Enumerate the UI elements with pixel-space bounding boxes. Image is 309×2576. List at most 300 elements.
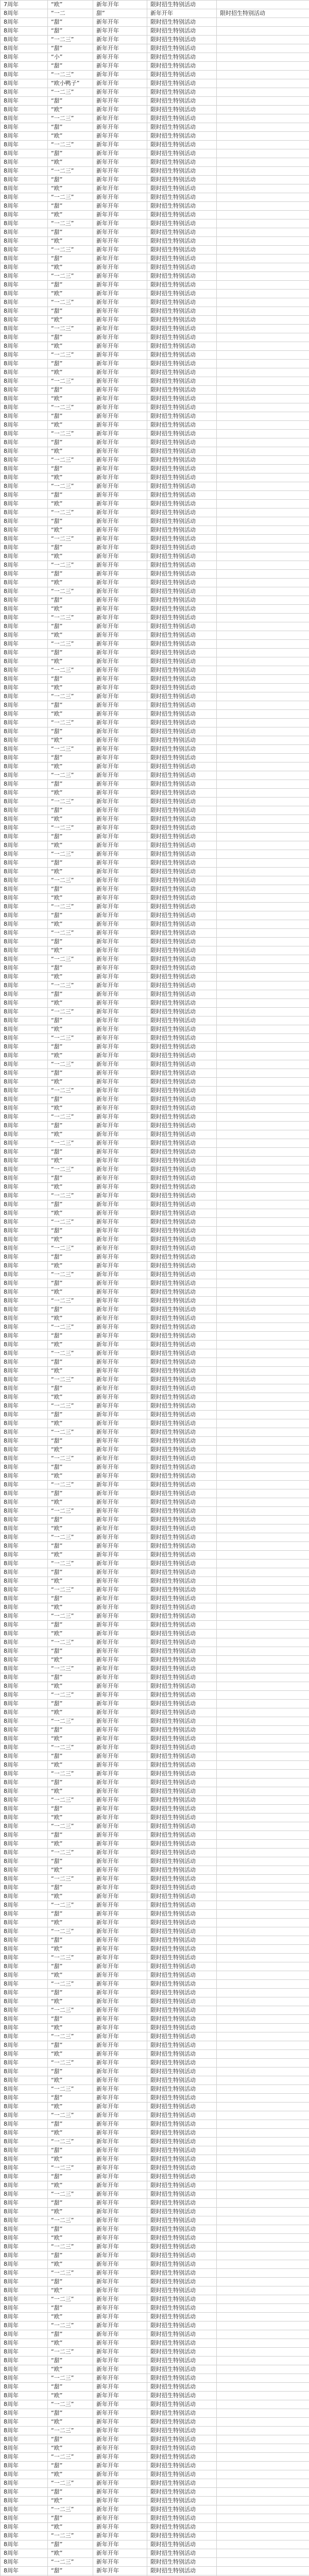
table-cell[interactable]: 新年开年 xyxy=(93,1778,147,1787)
table-cell[interactable] xyxy=(217,1796,309,1805)
table-cell[interactable]: 限时招生特别活动 xyxy=(147,1306,217,1314)
table-cell[interactable]: “甜” xyxy=(48,1936,93,1945)
table-cell[interactable]: 新年开年 xyxy=(93,2024,147,2032)
table-cell[interactable]: 限时招生特别活动 xyxy=(147,1113,217,1122)
table-cell[interactable]: “欧” xyxy=(48,920,93,929)
table-cell[interactable]: 限时招生特别活动 xyxy=(147,123,217,132)
table-cell[interactable]: 新年开年 xyxy=(93,1393,147,1402)
table-cell[interactable] xyxy=(217,2374,309,2383)
table-cell[interactable]: 限时招生特别活动 xyxy=(147,2041,217,2050)
table-cell[interactable]: “甜” xyxy=(48,1489,93,1498)
table-cell[interactable]: 新年开年 xyxy=(93,736,147,745)
table-cell[interactable]: 8周年 xyxy=(1,2216,48,2225)
table-cell[interactable]: 新年开年 xyxy=(93,1376,147,1384)
table-cell[interactable]: “甜” xyxy=(48,360,93,368)
table-cell[interactable]: 限时招生特别活动 xyxy=(147,631,217,640)
table-cell[interactable]: 限时招生特别活动 xyxy=(147,167,217,176)
table-cell[interactable]: 新年开年 xyxy=(93,1078,147,1087)
table-cell[interactable]: “欧” xyxy=(48,2339,93,2348)
table-cell[interactable] xyxy=(217,386,309,395)
table-cell[interactable]: “欧” xyxy=(48,1314,93,1323)
table-cell[interactable] xyxy=(217,1630,309,1638)
table-cell[interactable]: 8周年 xyxy=(1,981,48,990)
table-cell[interactable]: 限时招生特别活动 xyxy=(147,2190,217,2199)
table-cell[interactable]: 限时招生特别活动 xyxy=(147,2278,217,2286)
table-cell[interactable]: “一二三” xyxy=(48,1665,93,1673)
table-cell[interactable]: 8周年 xyxy=(1,509,48,517)
table-cell[interactable]: “甜” xyxy=(48,255,93,263)
table-cell[interactable]: 8周年 xyxy=(1,1463,48,1472)
table-cell[interactable] xyxy=(217,1971,309,1980)
table-cell[interactable]: 8周年 xyxy=(1,263,48,272)
table-cell[interactable]: 8周年 xyxy=(1,123,48,132)
table-cell[interactable] xyxy=(217,1192,309,1200)
table-cell[interactable]: 新年开年 xyxy=(93,421,147,430)
table-cell[interactable]: 8周年 xyxy=(1,1183,48,1192)
table-cell[interactable]: 新年开年 xyxy=(93,438,147,447)
table-cell[interactable]: “甜” xyxy=(48,1805,93,1814)
table-cell[interactable]: 新年开年 xyxy=(93,246,147,255)
table-cell[interactable]: 限时招生特别活动 xyxy=(147,517,217,526)
table-cell[interactable]: 新年开年 xyxy=(93,938,147,946)
table-cell[interactable]: 新年开年 xyxy=(93,1087,147,1095)
table-cell[interactable]: 限时招生特别活动 xyxy=(147,964,217,973)
table-cell[interactable]: “一二三” xyxy=(48,2374,93,2383)
table-cell[interactable]: 8周年 xyxy=(1,894,48,903)
table-cell[interactable] xyxy=(217,2067,309,2076)
table-cell[interactable]: 限时招生特别活动 xyxy=(217,9,309,18)
table-cell[interactable]: 限时招生特别活动 xyxy=(147,1498,217,1507)
table-cell[interactable]: 新年开年 xyxy=(93,1603,147,1612)
table-cell[interactable]: “欧” xyxy=(48,2260,93,2269)
table-cell[interactable]: 新年开年 xyxy=(93,1428,147,1437)
table-cell[interactable]: 8周年 xyxy=(1,1577,48,1586)
table-cell[interactable]: “一二三” xyxy=(48,193,93,202)
table-cell[interactable]: 限时招生特别活动 xyxy=(147,368,217,377)
table-cell[interactable] xyxy=(217,1805,309,1814)
table-cell[interactable]: 限时招生特别活动 xyxy=(147,894,217,903)
table-cell[interactable]: 新年开年 xyxy=(93,88,147,97)
table-cell[interactable]: 8周年 xyxy=(1,2313,48,2321)
table-cell[interactable] xyxy=(217,2199,309,2208)
table-cell[interactable]: 新年开年 xyxy=(93,1297,147,1306)
table-cell[interactable]: 8周年 xyxy=(1,2383,48,2392)
table-cell[interactable] xyxy=(217,2076,309,2085)
table-cell[interactable]: 8周年 xyxy=(1,1419,48,1428)
table-cell[interactable]: “欧” xyxy=(48,762,93,771)
table-cell[interactable]: 8周年 xyxy=(1,1437,48,1446)
table-cell[interactable]: “甜” xyxy=(48,1200,93,1209)
table-cell[interactable]: “欧” xyxy=(48,1577,93,1586)
table-cell[interactable]: 新年开年 xyxy=(93,1113,147,1122)
table-cell[interactable]: 8周年 xyxy=(1,1743,48,1752)
table-cell[interactable]: 限时招生特别活动 xyxy=(147,666,217,675)
table-cell[interactable]: 新年开年 xyxy=(93,2216,147,2225)
table-cell[interactable]: “欧” xyxy=(48,579,93,587)
table-cell[interactable] xyxy=(217,351,309,360)
table-cell[interactable]: 新年开年 xyxy=(93,1533,147,1542)
table-cell[interactable]: 新年开年 xyxy=(93,1034,147,1043)
table-cell[interactable]: 8周年 xyxy=(1,106,48,114)
table-cell[interactable]: “欧” xyxy=(48,447,93,456)
table-cell[interactable]: 限时招生特别活动 xyxy=(147,1472,217,1481)
table-cell[interactable] xyxy=(217,176,309,184)
table-cell[interactable]: 8周年 xyxy=(1,631,48,640)
table-cell[interactable] xyxy=(217,1122,309,1130)
table-cell[interactable]: “甜” xyxy=(48,911,93,920)
table-cell[interactable]: “甜” xyxy=(48,1227,93,1235)
table-cell[interactable]: 8周年 xyxy=(1,307,48,316)
table-cell[interactable]: 新年开年 xyxy=(93,2427,147,2435)
table-cell[interactable] xyxy=(217,631,309,640)
table-cell[interactable] xyxy=(217,2304,309,2313)
table-cell[interactable]: 8周年 xyxy=(1,219,48,228)
table-cell[interactable]: 新年开年 xyxy=(93,228,147,237)
table-cell[interactable]: 8周年 xyxy=(1,1384,48,1393)
table-cell[interactable]: 8周年 xyxy=(1,657,48,666)
table-cell[interactable] xyxy=(217,946,309,955)
table-cell[interactable] xyxy=(217,736,309,745)
table-cell[interactable]: “欧” xyxy=(48,868,93,876)
table-cell[interactable]: “一二三” xyxy=(48,1533,93,1542)
table-cell[interactable]: 8周年 xyxy=(1,2041,48,2050)
table-cell[interactable]: 8周年 xyxy=(1,2024,48,2032)
table-cell[interactable]: 8周年 xyxy=(1,1927,48,1936)
table-cell[interactable]: 限时招生特别活动 xyxy=(147,509,217,517)
table-cell[interactable]: 8周年 xyxy=(1,1630,48,1638)
table-cell[interactable]: 新年开年 xyxy=(93,1104,147,1113)
table-cell[interactable] xyxy=(217,552,309,561)
table-cell[interactable]: 8周年 xyxy=(1,841,48,850)
table-cell[interactable]: “欧” xyxy=(48,106,93,114)
table-cell[interactable]: 限时招生特别活动 xyxy=(147,1,217,9)
table-cell[interactable]: 新年开年 xyxy=(93,1936,147,1945)
table-cell[interactable]: 新年开年 xyxy=(93,2094,147,2103)
table-cell[interactable]: 限时招生特别活动 xyxy=(147,1157,217,1165)
table-cell[interactable]: 新年开年 xyxy=(93,1358,147,1367)
table-cell[interactable]: 8周年 xyxy=(1,903,48,911)
table-cell[interactable]: 限时招生特别活动 xyxy=(147,806,217,815)
table-cell[interactable]: 8周年 xyxy=(1,281,48,290)
table-cell[interactable] xyxy=(217,1437,309,1446)
table-cell[interactable]: 限时招生特别活动 xyxy=(147,447,217,456)
table-cell[interactable]: 限时招生特别活动 xyxy=(147,1227,217,1235)
table-cell[interactable]: “甜” xyxy=(48,964,93,973)
table-cell[interactable]: 限时招生特别活动 xyxy=(147,141,217,149)
table-cell[interactable]: “一二三” xyxy=(48,1008,93,1016)
table-cell[interactable]: 8周年 xyxy=(1,1770,48,1778)
table-cell[interactable]: 新年开年 xyxy=(93,211,147,219)
table-cell[interactable] xyxy=(217,71,309,79)
table-cell[interactable] xyxy=(217,2286,309,2295)
table-cell[interactable]: 限时招生特别活动 xyxy=(147,2523,217,2532)
table-cell[interactable]: 8周年 xyxy=(1,1612,48,1621)
table-cell[interactable]: 限时招生特别活动 xyxy=(147,552,217,561)
table-cell[interactable]: 8周年 xyxy=(1,552,48,561)
table-cell[interactable]: 新年开年 xyxy=(93,123,147,132)
table-cell[interactable]: 新年开年 xyxy=(93,1314,147,1323)
table-cell[interactable]: “甜” xyxy=(48,1069,93,1078)
table-cell[interactable]: 新年开年 xyxy=(93,850,147,859)
table-cell[interactable]: 新年开年 xyxy=(93,2313,147,2321)
table-cell[interactable]: 8周年 xyxy=(1,1428,48,1437)
table-cell[interactable]: 新年开年 xyxy=(93,1253,147,1262)
table-cell[interactable]: 限时招生特别活动 xyxy=(147,2138,217,2146)
table-cell[interactable]: 8周年 xyxy=(1,2032,48,2041)
table-cell[interactable]: 新年开年 xyxy=(93,2181,147,2190)
table-cell[interactable] xyxy=(217,1016,309,1025)
table-cell[interactable] xyxy=(217,1682,309,1691)
table-cell[interactable] xyxy=(217,290,309,298)
table-cell[interactable]: 8周年 xyxy=(1,973,48,981)
table-cell[interactable]: 限时招生特别活动 xyxy=(147,2453,217,2462)
table-cell[interactable]: “甜” xyxy=(48,727,93,736)
table-cell[interactable]: 8周年 xyxy=(1,710,48,719)
table-cell[interactable]: 8周年 xyxy=(1,1524,48,1533)
table-cell[interactable]: “欧” xyxy=(48,2470,93,2479)
table-cell[interactable]: “甜” xyxy=(48,412,93,421)
table-cell[interactable]: 8周年 xyxy=(1,325,48,333)
table-cell[interactable]: 8周年 xyxy=(1,211,48,219)
table-cell[interactable]: “欧” xyxy=(48,1656,93,1665)
table-cell[interactable]: 8周年 xyxy=(1,316,48,325)
table-cell[interactable]: 8周年 xyxy=(1,911,48,920)
table-cell[interactable]: 新年开年 xyxy=(93,2111,147,2120)
table-cell[interactable]: 新年开年 xyxy=(93,2488,147,2497)
table-cell[interactable]: 限时招生特别活动 xyxy=(147,62,217,71)
table-cell[interactable] xyxy=(217,1743,309,1752)
table-cell[interactable] xyxy=(217,824,309,833)
table-cell[interactable]: “欧” xyxy=(48,1603,93,1612)
table-cell[interactable]: “一二三” xyxy=(48,955,93,964)
table-cell[interactable]: 8周年 xyxy=(1,97,48,106)
table-cell[interactable]: “欧” xyxy=(48,1157,93,1165)
table-cell[interactable] xyxy=(217,193,309,202)
table-cell[interactable]: 限时招生特别活动 xyxy=(147,1446,217,1454)
table-cell[interactable]: 8周年 xyxy=(1,237,48,246)
table-cell[interactable]: “欧” xyxy=(48,2418,93,2427)
table-cell[interactable]: 8周年 xyxy=(1,2225,48,2234)
table-cell[interactable] xyxy=(217,2392,309,2400)
table-cell[interactable]: 限时招生特别活动 xyxy=(147,1174,217,1183)
table-cell[interactable]: 8周年 xyxy=(1,1122,48,1130)
table-cell[interactable]: 新年开年 xyxy=(93,1875,147,1884)
table-cell[interactable]: 8周年 xyxy=(1,1507,48,1516)
table-cell[interactable]: 新年开年 xyxy=(93,1595,147,1603)
table-cell[interactable]: 新年开年 xyxy=(93,649,147,657)
table-cell[interactable]: 8周年 xyxy=(1,1516,48,1524)
table-cell[interactable] xyxy=(217,1148,309,1157)
table-cell[interactable]: 限时招生特别活动 xyxy=(147,2567,217,2575)
table-cell[interactable] xyxy=(217,929,309,938)
table-cell[interactable]: 8周年 xyxy=(1,544,48,552)
table-cell[interactable]: “甜” xyxy=(48,491,93,500)
table-cell[interactable]: 8周年 xyxy=(1,2321,48,2330)
table-cell[interactable]: “一二三” xyxy=(48,798,93,806)
table-cell[interactable]: 限时招生特别活动 xyxy=(147,2549,217,2558)
table-cell[interactable]: 8周年 xyxy=(1,1665,48,1673)
table-cell[interactable]: 限时招生特别活动 xyxy=(147,97,217,106)
table-cell[interactable]: “欧” xyxy=(48,1183,93,1192)
table-cell[interactable]: 限时招生特别活动 xyxy=(147,1262,217,1270)
table-cell[interactable]: “甜” xyxy=(48,1358,93,1367)
table-cell[interactable] xyxy=(217,2120,309,2129)
table-cell[interactable] xyxy=(217,955,309,964)
table-cell[interactable] xyxy=(217,2383,309,2392)
table-cell[interactable]: 限时招生特别活动 xyxy=(147,946,217,955)
table-cell[interactable]: “欧” xyxy=(48,290,93,298)
table-cell[interactable]: 8周年 xyxy=(1,202,48,211)
table-cell[interactable]: 限时招生特别活动 xyxy=(147,1437,217,1446)
table-cell[interactable]: 新年开年 xyxy=(93,1200,147,1209)
table-cell[interactable]: 8周年 xyxy=(1,868,48,876)
table-cell[interactable]: “一二三” xyxy=(48,1270,93,1279)
table-cell[interactable]: 8周年 xyxy=(1,2435,48,2444)
table-cell[interactable]: “一二三” xyxy=(48,1060,93,1069)
table-cell[interactable]: 限时招生特别活动 xyxy=(147,2339,217,2348)
table-cell[interactable]: 8周年 xyxy=(1,2505,48,2514)
table-cell[interactable]: “一二三” xyxy=(48,114,93,123)
table-cell[interactable] xyxy=(217,2208,309,2216)
table-cell[interactable] xyxy=(217,1454,309,1463)
table-cell[interactable] xyxy=(217,1411,309,1419)
table-cell[interactable]: 限时招生特别活动 xyxy=(147,824,217,833)
table-cell[interactable]: 限时招生特别活动 xyxy=(147,657,217,666)
table-cell[interactable]: 限时招生特别活动 xyxy=(147,1638,217,1647)
table-cell[interactable] xyxy=(217,675,309,684)
table-cell[interactable]: 8周年 xyxy=(1,1200,48,1209)
table-cell[interactable]: “一二三” xyxy=(48,2190,93,2199)
table-cell[interactable]: 新年开年 xyxy=(93,53,147,62)
table-cell[interactable]: 限时招生特别活动 xyxy=(147,2067,217,2076)
table-cell[interactable] xyxy=(217,1113,309,1122)
table-cell[interactable]: 限时招生特别活动 xyxy=(147,1743,217,1752)
table-cell[interactable] xyxy=(217,1306,309,1314)
table-cell[interactable]: “欧” xyxy=(48,132,93,141)
table-cell[interactable]: 新年开年 xyxy=(93,684,147,692)
table-cell[interactable]: 限时招生特别活动 xyxy=(147,2015,217,2024)
table-cell[interactable]: 8周年 xyxy=(1,2085,48,2094)
table-cell[interactable]: 新年开年 xyxy=(93,1130,147,1139)
table-cell[interactable]: “欧” xyxy=(48,552,93,561)
table-cell[interactable]: 限时招生特别活动 xyxy=(147,1691,217,1700)
table-cell[interactable]: 新年开年 xyxy=(93,999,147,1008)
table-cell[interactable]: “欧” xyxy=(48,1945,93,1954)
table-cell[interactable] xyxy=(217,561,309,570)
table-cell[interactable] xyxy=(217,2006,309,2015)
table-cell[interactable]: 新年开年 xyxy=(93,1787,147,1796)
table-cell[interactable]: “甜” xyxy=(48,27,93,36)
table-cell[interactable]: 限时招生特别活动 xyxy=(147,1060,217,1069)
table-cell[interactable]: “欧” xyxy=(48,1761,93,1770)
table-cell[interactable]: 限时招生特别活动 xyxy=(147,1148,217,1157)
table-cell[interactable]: “一二三” xyxy=(48,1901,93,1910)
table-cell[interactable]: 新年开年 xyxy=(93,1060,147,1069)
table-cell[interactable]: 新年开年 xyxy=(93,981,147,990)
table-cell[interactable]: 新年开年 xyxy=(93,1349,147,1358)
table-cell[interactable] xyxy=(217,526,309,535)
table-cell[interactable]: 新年开年 xyxy=(93,27,147,36)
table-cell[interactable]: 新年开年 xyxy=(93,596,147,605)
table-cell[interactable]: 限时招生特别活动 xyxy=(147,1402,217,1411)
table-cell[interactable] xyxy=(217,377,309,386)
table-cell[interactable]: 8周年 xyxy=(1,2278,48,2286)
table-cell[interactable]: 新年开年 xyxy=(93,509,147,517)
table-cell[interactable]: “欧小鸭子” xyxy=(48,79,93,88)
table-cell[interactable]: 新年开年 xyxy=(93,500,147,509)
table-cell[interactable] xyxy=(217,473,309,482)
table-cell[interactable]: 限时招生特别活动 xyxy=(147,79,217,88)
table-cell[interactable]: “一二三” xyxy=(48,745,93,754)
table-cell[interactable]: 新年开年 xyxy=(93,561,147,570)
table-cell[interactable] xyxy=(217,973,309,981)
table-cell[interactable]: “欧” xyxy=(48,2050,93,2059)
table-cell[interactable]: 8周年 xyxy=(1,745,48,754)
table-cell[interactable]: 8周年 xyxy=(1,2199,48,2208)
table-cell[interactable]: 新年开年 xyxy=(93,806,147,815)
table-cell[interactable] xyxy=(217,2357,309,2365)
table-cell[interactable]: 8周年 xyxy=(1,1174,48,1183)
table-cell[interactable]: 限时招生特别活动 xyxy=(147,1358,217,1367)
table-cell[interactable]: “一二三” xyxy=(48,1980,93,1989)
table-cell[interactable]: “欧” xyxy=(48,1630,93,1638)
table-cell[interactable]: 8周年 xyxy=(1,491,48,500)
table-cell[interactable]: 新年开年 xyxy=(93,368,147,377)
table-cell[interactable] xyxy=(217,1551,309,1560)
table-cell[interactable]: 新年开年 xyxy=(93,106,147,114)
table-cell[interactable]: 限时招生特别活动 xyxy=(147,1393,217,1402)
table-cell[interactable] xyxy=(217,1822,309,1831)
table-cell[interactable]: 8周年 xyxy=(1,1367,48,1376)
table-cell[interactable] xyxy=(217,132,309,141)
table-cell[interactable]: 限时招生特别活动 xyxy=(147,202,217,211)
table-cell[interactable]: 8周年 xyxy=(1,1087,48,1095)
table-cell[interactable] xyxy=(217,1708,309,1717)
table-cell[interactable]: 限时招生特别活动 xyxy=(147,1560,217,1568)
table-cell[interactable]: “甜” xyxy=(48,149,93,158)
table-cell[interactable]: 新年开年 xyxy=(93,2050,147,2059)
table-cell[interactable]: “欧” xyxy=(48,316,93,325)
table-cell[interactable]: 限时招生特别活动 xyxy=(147,1087,217,1095)
table-cell[interactable]: 限时招生特别活动 xyxy=(147,815,217,824)
table-cell[interactable]: 8周年 xyxy=(1,622,48,631)
table-cell[interactable]: 限时招生特别活动 xyxy=(147,36,217,44)
table-cell[interactable]: “甜” xyxy=(48,2094,93,2103)
table-cell[interactable]: 限时招生特别活动 xyxy=(147,710,217,719)
table-cell[interactable]: 限时招生特别活动 xyxy=(147,1814,217,1822)
table-cell[interactable] xyxy=(217,771,309,780)
table-cell[interactable] xyxy=(217,579,309,587)
table-cell[interactable]: “一二三” xyxy=(48,219,93,228)
table-cell[interactable] xyxy=(217,2164,309,2173)
table-cell[interactable] xyxy=(217,482,309,491)
table-cell[interactable]: 限时招生特别活动 xyxy=(147,798,217,806)
table-cell[interactable]: “一二三” xyxy=(48,1454,93,1463)
table-cell[interactable]: 8周年 xyxy=(1,1454,48,1463)
table-cell[interactable] xyxy=(217,1884,309,1892)
table-cell[interactable]: 8周年 xyxy=(1,298,48,307)
table-cell[interactable]: “一二三” xyxy=(48,824,93,833)
table-cell[interactable]: 新年开年 xyxy=(93,1700,147,1708)
table-cell[interactable]: 限时招生特别活动 xyxy=(147,1542,217,1551)
table-cell[interactable]: “甜” xyxy=(48,1700,93,1708)
table-cell[interactable] xyxy=(217,2216,309,2225)
table-cell[interactable]: 8周年 xyxy=(1,1288,48,1297)
table-cell[interactable]: 8周年 xyxy=(1,1025,48,1034)
table-cell[interactable]: 新年开年 xyxy=(93,1849,147,1857)
table-cell[interactable]: “欧” xyxy=(48,1288,93,1297)
table-cell[interactable]: 限时招生特别活动 xyxy=(147,184,217,193)
